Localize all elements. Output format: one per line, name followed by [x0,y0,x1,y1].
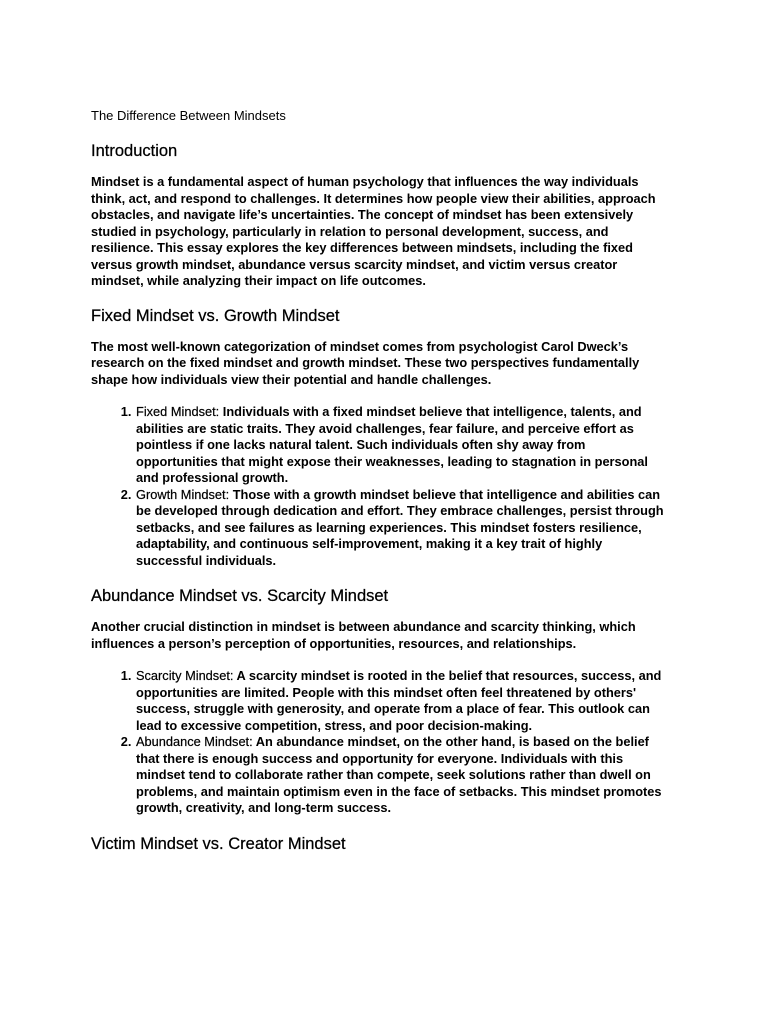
list-item-term: Fixed Mindset: [136,404,220,419]
document-title: The Difference Between Mindsets [91,108,286,123]
abundance-vs-scarcity-paragraph: Another crucial distinction in mindset is between abundance and scarcity thinking, which influences a person’s perception of opportunities, resources, and relationships. [91,619,636,651]
section-heading-fixed-vs-growth: Fixed Mindset vs. Growth Mindset [91,306,340,325]
section-heading-victim-vs-creator: Victim Mindset vs. Creator Mindset [91,834,346,853]
list-item [135,668,669,734]
introduction-paragraph: Mindset is a fundamental aspect of human psychology that influences the way individuals think, act, and respond to challenges. It determines how people view their abilities, approach obstacles, and navigate life’s uncertainties. The concept of mindset has been extensively studied in psychology, particularly in relation to personal development, success, and resilience. This essay explores the key differences between mindsets, including the fixed versus growth mindset, abundance versus scarcity mindset, and victim versus creator mindset, while analyzing their impact on life outcomes. [91,174,656,288]
document-body [91,106,669,867]
list-item [135,404,669,487]
list-item-term: Growth Mindset: [136,486,230,502]
list-item [135,734,669,817]
list-item-text: A scarcity mindset is rooted in the belief that resources, success, and opportunities are limited. People with this mindset often feel threatened by others' success, struggle with generosity, and operate from a place of fear. This outlook can lead to excessive competition, stress, and poor decision-making. [136,668,662,733]
fixed-vs-growth-paragraph: The most well-known categorization of mindset comes from psychologist Carol Dweck’s research on the fixed mindset and growth mindset. These two perspectives fundamentally shape how individuals view their potential and handle challenges. [91,338,640,387]
abundance-vs-scarcity-list [91,668,669,817]
section-heading-introduction: Introduction [91,142,178,160]
section-heading-abundance-vs-scarcity: Abundance Mindset vs. Scarcity Mindset [91,587,389,605]
list-item [135,487,669,570]
list-item-text: An abundance mindset, on the other hand, is based on the belief that there is enough success and opportunity for everyone. Individuals with this mindset tend to collaborate rather than compete, seek solutions rather than dwell on problems, and maintain optimism even in the face of setbacks. This mindset promotes growth, creativity, and long-term success. [136,734,662,815]
list-item-term: Abundance Mindset: [136,734,253,749]
list-item-text: Individuals with a fixed mindset believe that intelligence, talents, and abilities are static traits. They avoid challenges, fear failure, and perceive effort as pointless if one lacks natural talent. Such individuals often shy away from opportunities that might expose their weaknesses, leading to stagnation in personal and professional growth. [136,404,648,485]
fixed-vs-growth-list [91,404,669,569]
list-item-text: Those with a growth mindset believe that intelligence and abilities can be developed through dedication and effort. They embrace challenges, persist through setbacks, and see failures as learning experiences. This mindset fosters resilience, adaptability, and continuous self-improvement, making it a key trait of highly successful individuals. [136,486,664,568]
list-item-term: Scarcity Mindset: [136,668,234,683]
